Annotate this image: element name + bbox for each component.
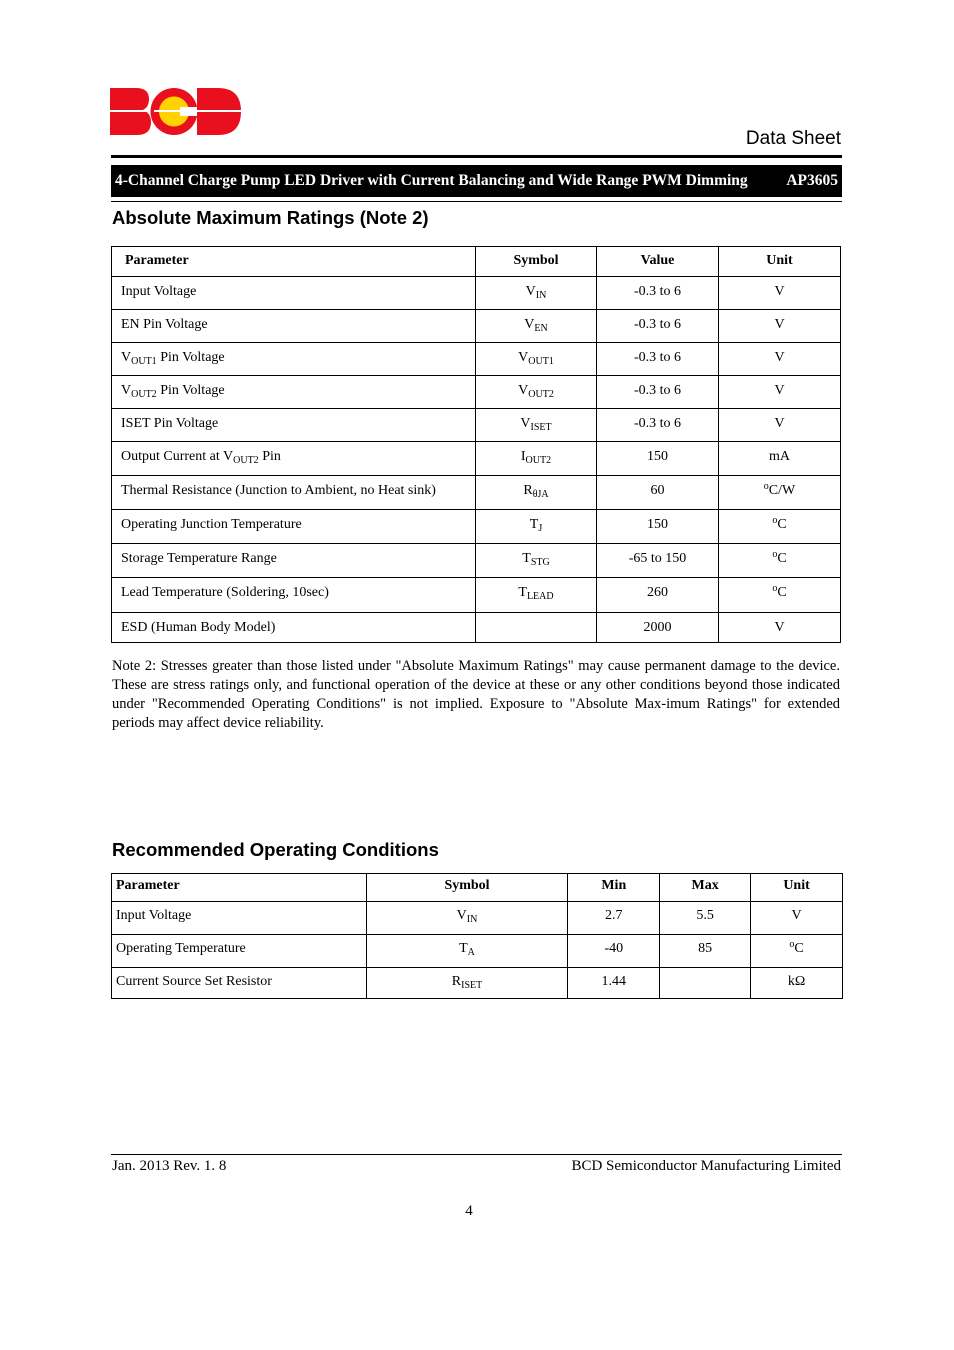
header-parameter: Parameter	[112, 874, 367, 902]
symbol-cell: $V_{OUT1}$	[476, 343, 597, 376]
param-cell: Input Voltage	[112, 902, 367, 935]
symbol-cell: $V_{IN}$	[476, 277, 597, 310]
unit-cell: mA	[719, 442, 841, 476]
unit-cell: $^o$C/W	[719, 476, 841, 510]
value-cell: -0.3 to 6	[597, 277, 719, 310]
title-banner	[111, 165, 842, 197]
unit-cell: V	[751, 902, 843, 935]
table-row	[112, 476, 841, 510]
min-cell: 1.44	[568, 968, 660, 999]
value-cell: 150	[597, 442, 719, 476]
footer-date-revision: Jan. 2013 Rev. 1. 8	[112, 1158, 227, 1174]
symbol-cell	[476, 613, 597, 643]
param-cell: Storage Temperature Range	[112, 544, 476, 578]
header-min: Min	[568, 874, 660, 902]
banner-title: 4-Channel Charge Pump LED Driver with Current Balancing and Wide Range PWM Dimming	[115, 172, 748, 189]
value-cell: -65 to 150	[597, 544, 719, 578]
table-header-row	[112, 874, 843, 902]
roc-heading: Recommended Operating Conditions	[112, 839, 439, 860]
table-row	[112, 510, 841, 544]
table-row	[112, 376, 841, 409]
value-cell: 150	[597, 510, 719, 544]
value-cell: 2000	[597, 613, 719, 643]
unit-cell: V	[719, 343, 841, 376]
param-cell: Output Current at $V_{OUT2}$ Pin	[112, 442, 476, 476]
table-row	[112, 544, 841, 578]
symbol-cell: $I_{OUT2}$	[476, 442, 597, 476]
table-row	[112, 902, 843, 935]
recommended-operating-conditions-table	[111, 873, 843, 999]
unit-cell: V	[719, 376, 841, 409]
value-cell: 60	[597, 476, 719, 510]
table-header-row	[112, 247, 841, 277]
table-row	[112, 310, 841, 343]
table-row	[112, 935, 843, 968]
table-row	[112, 613, 841, 643]
footer-rule	[111, 1154, 842, 1155]
value-cell: -0.3 to 6	[597, 310, 719, 343]
unit-cell: $^o$C	[719, 578, 841, 613]
bcd-logo	[110, 88, 241, 135]
unit-cell: V	[719, 310, 841, 343]
table-row	[112, 277, 841, 310]
header-parameter: Parameter	[112, 247, 476, 277]
unit-cell: $^o$C	[719, 510, 841, 544]
symbol-cell: $V_{EN}$	[476, 310, 597, 343]
param-cell: Operating Temperature	[112, 935, 367, 968]
value-cell: -0.3 to 6	[597, 376, 719, 409]
table-row	[112, 442, 841, 476]
min-cell: 2.7	[568, 902, 660, 935]
symbol-cell: $V_{ISET}$	[476, 409, 597, 442]
value-cell: -0.3 to 6	[597, 409, 719, 442]
symbol-cell: $T_{STG}$	[476, 544, 597, 578]
symbol-cell: $R_{ISET}$	[366, 968, 568, 999]
header-symbol: Symbol	[476, 247, 597, 277]
max-cell	[660, 968, 751, 999]
header-rule	[111, 155, 842, 158]
table-row	[112, 343, 841, 376]
symbol-cell: $T_A$	[366, 935, 568, 968]
note-2: Note 2: Stresses greater than those listed under "Absolute Maximum Ratings" may cause permanent damage to the device. These are stress ratings only, and functional operation of the device at these or any other conditions beyond those indicated under "Recommended Operating Conditions" is not implied. Exposure to "Absolute Max-imum Ratings" for extended periods may affect device reliability.	[112, 658, 840, 731]
part-number: AP3605	[786, 172, 838, 189]
param-cell: Current Source Set Resistor	[112, 968, 367, 999]
param-cell: Operating Junction Temperature	[112, 510, 476, 544]
param-cell: Lead Temperature (Soldering, 10sec)	[112, 578, 476, 613]
param-cell: ISET Pin Voltage	[112, 409, 476, 442]
param-cell: Input Voltage	[112, 277, 476, 310]
param-cell: $V_{OUT2}$ Pin Voltage	[112, 376, 476, 409]
param-cell: $V_{OUT1}$ Pin Voltage	[112, 343, 476, 376]
param-cell: EN Pin Voltage	[112, 310, 476, 343]
page-number: 4	[465, 1203, 473, 1219]
symbol-cell: $R_{\theta JA}$	[476, 476, 597, 510]
table-row	[112, 968, 843, 999]
symbol-cell: $V_{OUT2}$	[476, 376, 597, 409]
unit-cell: V	[719, 613, 841, 643]
unit-cell: V	[719, 277, 841, 310]
header-unit: Unit	[719, 247, 841, 277]
symbol-cell: $T_{LEAD}$	[476, 578, 597, 613]
unit-cell: $^o$C	[751, 935, 843, 968]
header-symbol: Symbol	[366, 874, 568, 902]
header-value: Value	[597, 247, 719, 277]
unit-cell: kΩ	[751, 968, 843, 999]
value-cell: -0.3 to 6	[597, 343, 719, 376]
symbol-cell: $T_J$	[476, 510, 597, 544]
min-cell: -40	[568, 935, 660, 968]
absolute-maximum-ratings-table	[111, 246, 841, 643]
table-row	[112, 578, 841, 613]
unit-cell: V	[719, 409, 841, 442]
param-cell: Thermal Resistance (Junction to Ambient, no Heat sink)	[112, 476, 476, 510]
max-cell: 5.5	[660, 902, 751, 935]
amr-heading: Absolute Maximum Ratings (Note 2)	[112, 207, 429, 228]
value-cell: 260	[597, 578, 719, 613]
param-cell: ESD (Human Body Model)	[112, 613, 476, 643]
unit-cell: $^o$C	[719, 544, 841, 578]
header-max: Max	[660, 874, 751, 902]
max-cell: 85	[660, 935, 751, 968]
banner-rule	[111, 201, 842, 202]
symbol-cell: $V_{IN}$	[366, 902, 568, 935]
table-row	[112, 409, 841, 442]
header-unit: Unit	[751, 874, 843, 902]
footer-company: BCD Semiconductor Manufacturing Limited	[571, 1158, 841, 1174]
doc-type-label: Data Sheet	[745, 128, 841, 149]
